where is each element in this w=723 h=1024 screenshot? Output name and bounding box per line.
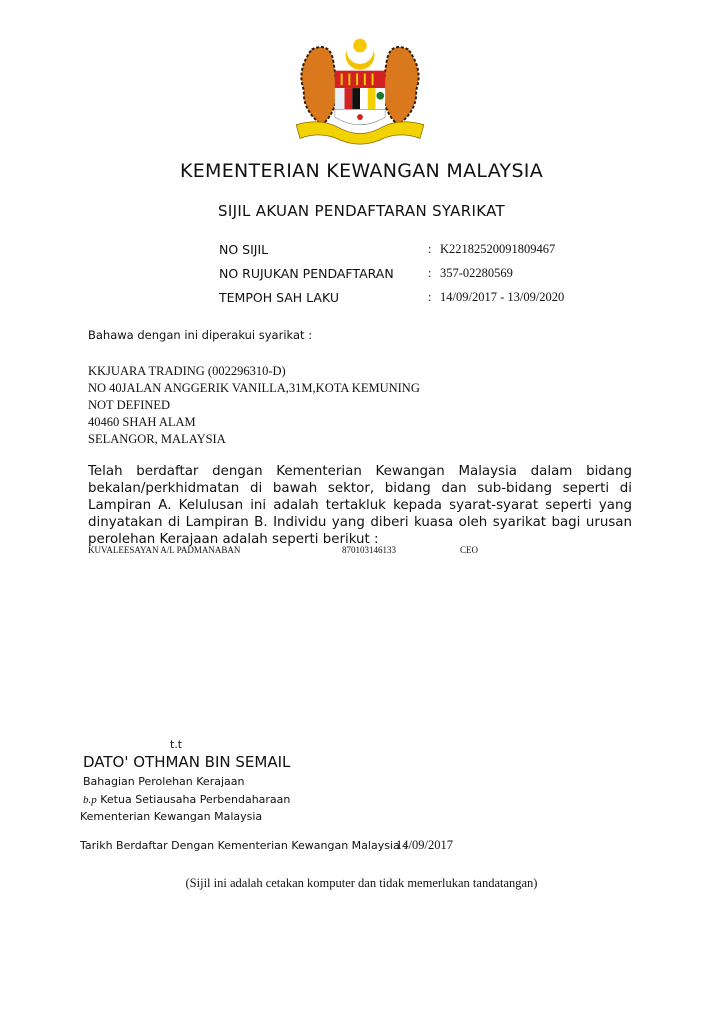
field-value-tempoh: 14/09/2017 - 13/09/2020	[440, 290, 565, 304]
field-value-no-rujukan: 357-02280569	[440, 266, 513, 280]
field-colon: :	[428, 242, 432, 256]
registration-date-label: Tarikh Berdaftar Dengan Kementerian Kewangan Malaysia :	[80, 839, 407, 852]
registration-date-value: 14/09/2017	[396, 838, 453, 852]
signatory-title: Ketua Setiausaha Perbendaharaan	[100, 793, 291, 806]
registration-statement: Telah berdaftar dengan Kementerian Kewangan Malaysia dalam bidang bekalan/perkhidmatan di bawah sektor, bidang dan sub-bidang seperti di Lampiran A. Kelulusan ini adalah tertakluk kepada syarat-syarat seperti yang dinyatakan di Lampiran B. Individu yang diberi kuasa oleh syarikat bagi urusan perolehan Kerajaan adalah seperti berikut :	[88, 464, 632, 547]
individual-name: KUVALEESAYAN A/L PADMANABAN	[88, 545, 241, 555]
company-name: KKJUARA TRADING (002296310-D)	[88, 364, 286, 378]
individual-ic: 870103146133	[342, 545, 396, 555]
certificate-title: SIJIL AKUAN PENDAFTARAN SYARIKAT	[218, 202, 505, 220]
individual-role: CEO	[460, 545, 478, 555]
bp-label: b.p	[83, 794, 97, 806]
field-colon: :	[428, 266, 432, 280]
field-value-no-sijil: K22182520091809467	[440, 242, 556, 256]
field-label-no-sijil: NO SIJIL	[219, 242, 269, 257]
signatory-department: Bahagian Perolehan Kerajaan	[83, 775, 245, 788]
signatory-name: DATO' OTHMAN BIN SEMAIL	[83, 753, 291, 771]
address-line: NO 40JALAN ANGGERIK VANILLA,31M,KOTA KEMUNING	[88, 381, 420, 395]
signatory-ministry: Kementerian Kewangan Malaysia	[80, 810, 263, 823]
address-line: NOT DEFINED	[88, 398, 171, 412]
intro-text: Bahawa dengan ini diperakui syarikat :	[88, 328, 313, 342]
malaysia-coat-of-arms-logo	[282, 32, 438, 148]
address-line: 40460 SHAH ALAM	[88, 415, 196, 429]
signatory-position	[83, 793, 290, 806]
ministry-title: KEMENTERIAN KEWANGAN MALAYSIA	[179, 160, 544, 182]
field-label-tempoh: TEMPOH SAH LAKU	[219, 290, 339, 305]
field-colon: :	[428, 290, 432, 304]
field-label-no-rujukan: NO RUJUKAN PENDAFTARAN	[219, 266, 394, 281]
computer-generated-note: (Sijil ini adalah cetakan komputer dan tidak memerlukan tandatangan)	[185, 876, 538, 890]
tt-mark: t.t	[170, 738, 183, 751]
address-line: SELANGOR, MALAYSIA	[88, 432, 226, 446]
